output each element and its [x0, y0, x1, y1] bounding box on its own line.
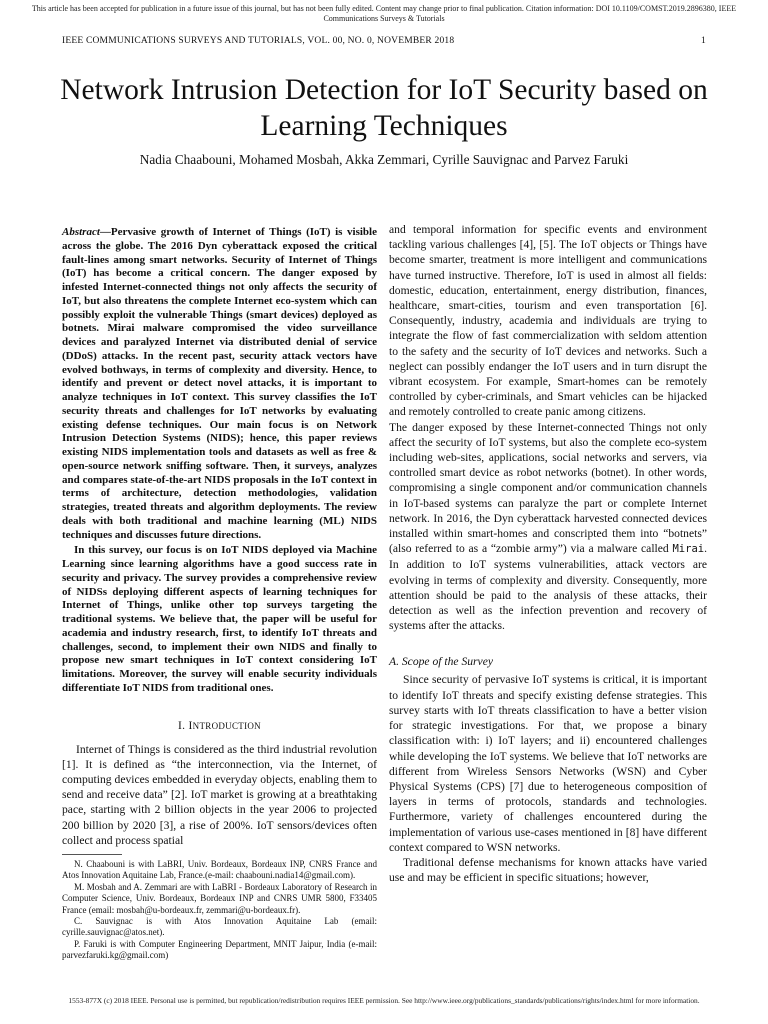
footnote-3: C. Sauvignac is with Atos Innovation Aquitaine Lab (email: cyrille.sauvignac@atos.net).	[62, 915, 377, 938]
accepted-notice: This article has been accepted for publication in a future issue of this journal, but has not been fully edited. Content may change prior to final publication. Citation information: DOI 10.1109/COMST.2019.2896380, IEEE Communications Surveys & Tutorials	[31, 4, 737, 23]
section-initial: I	[188, 719, 193, 732]
intro-continued-paragraph: and temporal information for specific events and environment tackling various challenges [4], [5]. The IoT objects or Things have become smarter, treatment is more intelligent and communications have turned instructive. Therefore, IoT is used in almost all fields: domestic, education, entertainment, energy distribution, finances, healthcare, smart-cities, tourism and even transportation [6]. Consequently, industry, academia and individuals are trying to integrate the flow of fast commercialization with seldom attention to the safety and the security of IoT devices and networks. Such a neglect can possibly endanger the IoT users and in turn disrupt the vibrant ecosystem. For example, Smart-homes can be remotely controlled by cyber-criminals, and Smart vehicles can be hijacked and remotely controlled to create panic among citizens.	[389, 223, 707, 419]
left-column	[62, 226, 377, 962]
abstract-text: —Pervasive growth of Internet of Things (IoT) is visible across the globe. The 2016 Dyn cyberattack exposed the critical fault-lines among smart networks. Security of Internet of Things (IoT) has become a critical concern. The danger exposed by infested Internet-connected things not only affects the security of IoT, but also threatens the complete Internet eco-system which can possibly exploit the vulnerable Things (smart devices) deployed as botnets. Mirai malware compromised the video surveillance devices and paralyzed Internet via distributed denial of service (DDoS) attacks. In the recent past, security attack vectors have evolved bothways, in terms of complexity and diversity. Hence, to identify and prevent or detect novel attacks, it is important to analyze techniques in IoT context. This survey classifies the IoT security threats and challenges for IoT networks by evaluating existing defense techniques. Our main focus is on Network Intrusion Detection Systems (NIDS); hence, this paper reviews existing NIDS implementation tools and datasets as well as free & open-source network sniffing software. Then, it surveys, analyzes and compares state-of-the-art NIDS proposals in the IoT context in terms of architecture, detection methodologies, validation strategies, treated threats and algorithm deployments. The review deals with both traditional and machine learning (ML) NIDS techniques and discusses future directions.	[62, 226, 377, 541]
section-number: I.	[178, 719, 186, 732]
scope-paragraph: Since security of pervasive IoT systems is critical, it is important to identify IoT threats and specify existing defense strategies. This survey starts with IoT threats classification to have a better vision for strategic investigations. For that, we propose a binary classification with: i) IoT layers; and ii) encountered challenges while developing the IoT systems. We believe that IoT networks are different from Wireless Sensors Networks (WSN) and Cyber Physical Systems (CPS) [7] due to heterogeneous composition of layers in terms of protocols, standards and technologies. Furthermore, variety of challenges encountered during the implementation of various use-cases mentioned in [8] have different context compared to WSN networks.	[389, 673, 707, 854]
author-list: Nadia Chaabouni, Mohamed Mosbah, Akka Zemmari, Cyrille Sauvignac and Parvez Faruki	[139, 152, 629, 167]
running-header	[62, 36, 706, 46]
intro-paragraph: Internet of Things is considered as the third industrial revolution [1]. It is defined as “the interconnection, via the Internet, of computing devices embedded in everyday objects, enabling them to send and receive data” [2]. IoT market is growing at a breathtaking pace, starting with 2 billion objects in the year 2006 to projected 200 billion by 2020 [3], a rise of 200%. IoT sensors/devices often collect and process spatial	[62, 742, 377, 847]
abstract-paragraph-2: In this survey, our focus is on IoT NIDS deployed via Machine Learning since learning algorithms have a good success rate in security and privacy. The survey provides a comprehensive review of NIDSs deploying different aspects of learning techniques for Internet of Things, unlike other top surveys targeting the traditional systems. We believe that, the paper will be useful for academia and industry research, first, to identify IoT threats and challenges, second, to implement their own NIDS and finally to propose new smart techniques in IoT context considering IoT limitations. Moreover, the survey will enable security individuals differentiate IoT NIDS from traditional ones.	[62, 544, 377, 694]
danger-text-b: . In addition to IoT systems vulnerabilities, attack vectors are evolving in terms of complexity and diversity. Consequently, more attention should be paid to the analysis of these attacks, their detection as well as the infection prevention and recovery of systems after the attacks.	[389, 542, 707, 633]
danger-text-a: The danger exposed by these Internet-connected Things not only affect the security of IoT systems, but also the complete eco-system including web-sites, applications, social networks and servers, via controlled smart device as robot networks (botnet). In other words, compromising a single component and/or communication channels in IoT-based systems can paralyze the part or complete Internet network. In 2016, the Dyn cyberattack harvested connected devices installed within smart-homes and conscripted them into “botnets” (also referred to as a “zombie army”) via a malware called	[389, 420, 707, 556]
section-title-rest: NTRODUCTION	[192, 720, 261, 731]
mirai-mono: Mirai	[672, 543, 705, 556]
right-column	[389, 222, 707, 885]
section-heading-introduction	[62, 720, 377, 732]
abstract	[62, 226, 377, 542]
paper-title: Network Intrusion Detection for IoT Security based on Learning Techniques	[60, 74, 708, 142]
footnote-1: N. Chaabouni is with LaBRI, Univ. Bordeaux, Bordeaux INP, CNRS France and Atos Innovation Aquitaine Lab, France.(e-mail: chaabouni.nadia14@gmail.com).	[62, 858, 377, 881]
footnote-4: P. Faruki is with Computer Engineering Department, MNIT Jaipur, India (e-mail: parvezfaruki.kg@gmail.com)	[62, 938, 377, 961]
copyright-footer: 1553-877X (c) 2018 IEEE. Personal use is permitted, but republication/redistribution requires IEEE permission. See http://www.ieee.org/publications_standards/publications/rights/index.html for more information.	[68, 996, 700, 1005]
page-number: 1	[701, 36, 706, 46]
subsection-heading-scope: A. Scope of the Survey	[389, 655, 493, 669]
journal-info: IEEE COMMUNICATIONS SURVEYS AND TUTORIALS, VOL. 00, NO. 0, NOVEMBER 2018	[62, 36, 455, 46]
footnote-rule	[62, 854, 122, 855]
danger-paragraph	[389, 420, 707, 634]
abstract-label: Abstract	[62, 226, 100, 238]
footnote-2: M. Mosbah and A. Zemmari are with LaBRI - Bordeaux Laboratory of Research in Computer Science, Univ. Bordeaux, Bordeaux INP and CNRS UMR 5800, F33405 France (email: mosbah@u-bordeaux.fr, zemmari@u-bordeaux.fr).	[62, 881, 377, 915]
defense-paragraph: Traditional defense mechanisms for known attacks have varied use and may be efficient in specific situations; however,	[389, 855, 707, 885]
